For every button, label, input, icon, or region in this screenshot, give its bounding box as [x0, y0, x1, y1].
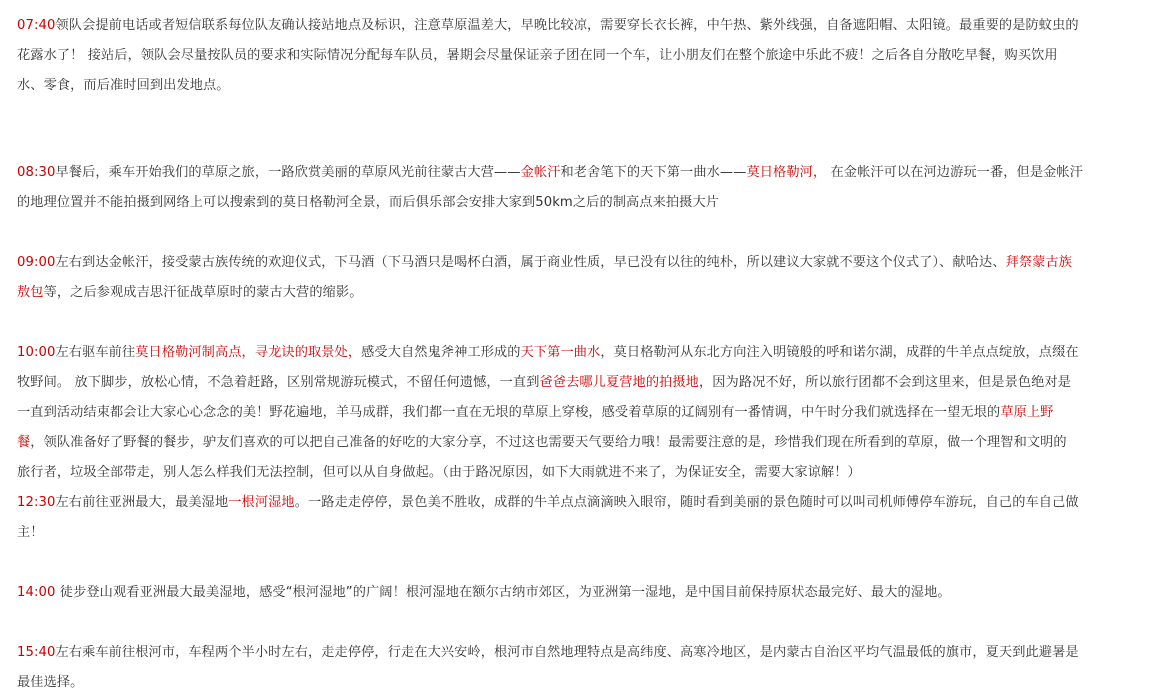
body-text: 左右乘车前往根河市，车程两个半小时左右，走走停停，行走在大兴安岭，根河市自然地理特点是高纬度、高寒冷地区，是内蒙古自治区平均气温最低的旗市，夏天到此避暑是	[55, 645, 1079, 660]
body-text: 牧野间。 放下脚步，放松心情，不急着赶路，区别常规游玩模式，不留任何遗憾，一直到	[17, 375, 540, 390]
highlight-text: 金帐汗	[520, 165, 561, 180]
text-line	[17, 278, 1137, 308]
body-text: 主！	[17, 525, 44, 540]
body-text: 感受大自然鬼斧神工形成的	[361, 345, 521, 360]
highlight-text: 08:30	[17, 165, 56, 180]
text-line	[17, 458, 1137, 488]
text-line	[17, 158, 1137, 188]
body-text: 等，之后参观成吉思汗征战草原时的蒙古大营的缩影。	[43, 285, 363, 300]
body-text: 一直到活动结束都会让大家心心念念的美！野花遍地，羊马成群，我们都一直在无垠的草原上穿梭，感受着草原的辽阔别有一番情调，中午时分我们就选择在一望无垠的	[17, 405, 1001, 420]
paragraph-1540	[17, 638, 1137, 698]
highlight-text: 天下第一曲水	[520, 345, 601, 360]
body-text: 花露水了！ 接站后，领队会尽量按队员的要求和实际情况分配每车队员，暑期会尽量保证亲子团在同一个车，让小朋友们在整个旅途中乐此不疲！之后各自分散吃早餐，购买饮用	[17, 48, 1058, 63]
body-text: 左右前往亚洲最大，最美湿地	[55, 495, 229, 510]
text-line	[17, 578, 1137, 608]
paragraph-1000	[17, 338, 1137, 548]
text-line	[17, 368, 1137, 398]
highlight-text: 爸爸去哪儿夏营地的拍摄地	[539, 375, 699, 390]
highlight-text: 草原上野	[1000, 405, 1054, 420]
body-text: 左右到达金帐汗，接受蒙古族传统的欢迎仪式，下马酒（下马酒只是喝杯白酒，属于商业性质，早已没有以往的纯朴，所以建议大家就不要这个仪式了）、献哈达、	[55, 255, 1006, 270]
highlight-text: 10:00	[17, 345, 56, 360]
paragraph-0900	[17, 248, 1137, 308]
highlight-text: 莫日格勒河制高点，寻龙诀的取景处，	[135, 345, 362, 360]
text-line	[17, 398, 1137, 428]
body-text: 徒步登山观看亚洲最大最美湿地，感受“根河湿地”的广阔！根河湿地在额尔古纳市郊区，为亚洲第一湿地，是中国目前保持原状态最完好、最大的湿地。	[55, 585, 951, 600]
text-line	[17, 518, 1137, 548]
text-line	[17, 248, 1137, 278]
highlight-text: 12:30	[17, 495, 56, 510]
highlight-text: 敖包	[17, 285, 44, 300]
text-line	[17, 188, 1137, 218]
highlight-text: 一根河湿地	[228, 495, 295, 510]
body-text: ，领队准备好了野餐的餐步，驴友们喜欢的可以把自己准备的好吃的大家分享，不过这也需要天气要给力哦！最需要注意的是，珍惜我们现在所看到的草原，做一个理智和文明的	[30, 435, 1067, 450]
highlight-text: 15:40	[17, 645, 56, 660]
text-line	[17, 428, 1137, 458]
highlight-text: 07:40	[17, 18, 56, 33]
highlight-text: 莫日格勒河，	[746, 165, 827, 180]
text-line	[17, 71, 1137, 101]
text-line	[17, 638, 1137, 668]
body-text: 水、零食，而后准时回到出发地点。	[17, 78, 230, 93]
body-text: 早餐后，乘车开始我们的草原之旅，一路欣赏美丽的草原风光前往蒙古大营——	[55, 165, 521, 180]
text-line	[17, 338, 1137, 368]
text-line	[17, 41, 1137, 71]
body-text: 左右驱车前往	[55, 345, 136, 360]
paragraph-1400	[17, 578, 1137, 608]
highlight-text: 09:00	[17, 255, 56, 270]
body-text: ，因为路况不好，所以旅行团都不会到这里来，但是景色绝对是	[698, 375, 1072, 390]
body-text: 在金帐汗可以在河边游玩一番，但是金帐汗	[826, 165, 1083, 180]
highlight-text: 14:00	[17, 585, 56, 600]
body-text: 的地理位置并不能拍摄到网络上可以搜索到的莫日格勒河全景，而后俱乐部会安排大家到50km之后的制高点来拍摄大片	[17, 195, 720, 210]
body-text: 最佳选择。	[17, 675, 84, 690]
paragraph-0830	[17, 158, 1137, 218]
body-text: 旅行者，垃圾全部带走，别人怎么样我们无法控制，但可以从自身做起。（由于路况原因，如下大雨就进不来了，为保证安全，需要大家谅解！）	[17, 465, 861, 480]
text-line	[17, 11, 1137, 41]
highlight-text: 拜祭蒙古族	[1005, 255, 1073, 270]
highlight-text: 餐	[17, 435, 31, 450]
text-line	[17, 668, 1137, 698]
text-line	[17, 488, 1137, 518]
body-text: 和老舍笔下的天下第一曲水——	[560, 165, 747, 180]
body-text: ，莫日格勒河从东北方向注入明镜般的呼和诺尔湖，成群的牛羊点点绽放，点缀在	[600, 345, 1079, 360]
body-text: 领队会提前电话或者短信联系每位队友确认接站地点及标识，注意草原温差大，早晚比较凉，需要穿长衣长裤，中午热、紫外线强，自备遮阳帽、太阳镜。最重要的是防蚊虫的	[55, 18, 1079, 33]
paragraph-0740	[17, 11, 1137, 101]
body-text: 。一路走走停停，景色美不胜收，成群的牛羊点点滴滴映入眼帘，随时看到美丽的景色随时可以叫司机师傅停车游玩，自己的车自己做	[294, 495, 1079, 510]
